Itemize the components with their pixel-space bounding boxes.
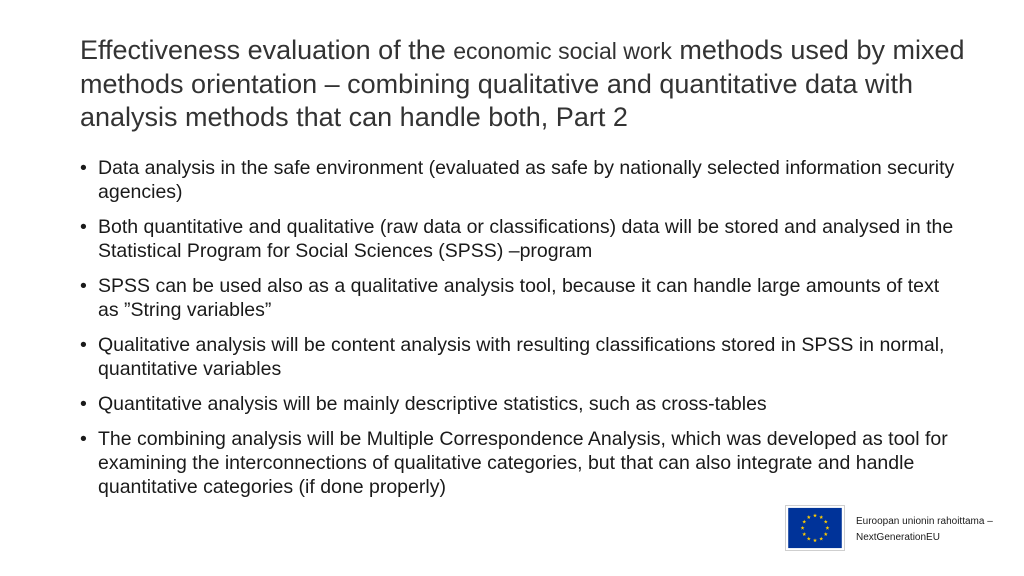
bullet-marker: • xyxy=(80,275,87,297)
bullet-marker: • xyxy=(80,157,87,179)
bullet-text: Quantitative analysis will be mainly descriptive statistics, such as cross-tables xyxy=(98,393,767,415)
title-part-1: Effectiveness evaluation of the xyxy=(80,35,454,65)
slide-title xyxy=(80,34,980,134)
bullet-text: Data analysis in the safe environment (evaluated as safe by nationally selected information security agencies) xyxy=(98,157,955,203)
title-part-2: methods used by mixed methods orientation – combining qualitative and quantitative data with analysis methods that can handle both, Part 2 xyxy=(80,35,965,132)
bullet-item xyxy=(80,215,960,263)
bullet-list xyxy=(80,156,960,510)
bullet-marker: • xyxy=(80,428,87,450)
bullet-marker: • xyxy=(80,216,87,238)
bullet-text: The combining analysis will be Multiple Correspondence Analysis, which was developed as tool for examining the interconnections of qualitative categories, but that can also integrate and handle quantitative categories (if done properly) xyxy=(98,428,948,498)
funding-notice xyxy=(856,514,1016,546)
funding-line-2: NextGenerationEU xyxy=(856,532,940,543)
bullet-text: SPSS can be used also as a qualitative analysis tool, because it can handle large amounts of text as ”String variables” xyxy=(98,275,940,321)
bullet-item xyxy=(80,427,960,499)
eu-flag-svg xyxy=(786,506,844,550)
bullet-item xyxy=(80,333,960,381)
title-small-part: economic social work xyxy=(453,38,672,64)
eu-flag-icon xyxy=(785,505,845,551)
bullet-text: Qualitative analysis will be content analysis with resulting classifications stored in SPSS in normal, quantitative variables xyxy=(98,334,945,380)
bullet-item xyxy=(80,156,960,204)
funding-line-1: Euroopan unionin rahoittama – xyxy=(856,516,993,527)
bullet-item xyxy=(80,392,960,416)
bullet-item xyxy=(80,274,960,322)
bullet-text: Both quantitative and qualitative (raw data or classifications) data will be stored and analysed in the Statistical Program for Social Sciences (SPSS) –program xyxy=(98,216,954,262)
bullet-marker: • xyxy=(80,334,87,356)
bullet-marker: • xyxy=(80,393,87,415)
